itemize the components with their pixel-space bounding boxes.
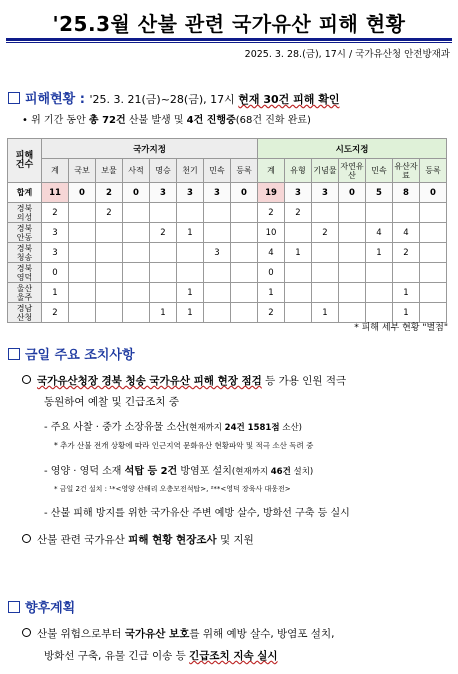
table-row [8,243,447,263]
local-cell [366,203,393,223]
row-label: 경북 영덕 [8,263,42,283]
national-cell: 1 [177,303,204,323]
local-cell [285,303,312,323]
local-cell [312,263,339,283]
title-rule-thin [6,42,452,43]
dash-icon: - [44,466,51,477]
national-cell: 1 [150,303,177,323]
sub-action-2-note: * 금일 2건 설치 : ¹*<영양 산해리 오층모전석탑>, ²**<영덕 장육사 대웅전> [54,485,291,493]
local-cell [339,203,366,223]
national-cell: 1 [42,283,69,303]
local-cell: 0 [420,183,447,203]
local-cell [420,203,447,223]
checkbox-square-icon [8,92,20,104]
local-cell [285,283,312,303]
national-cell [150,263,177,283]
local-col-header: 자연유산 [339,159,366,183]
circle-bullet-icon [22,628,31,637]
national-cell [231,263,258,283]
local-cell: 19 [258,183,285,203]
local-cell: 1 [312,303,339,323]
section-future-plan [8,597,75,616]
circle-bullet-icon [22,375,31,384]
local-cell [420,283,447,303]
local-col-header: 계 [258,159,285,183]
local-cell: 1 [393,283,420,303]
national-cell [69,283,96,303]
sub-action-2: - 영양 · 영덕 소재 석탑 등 2건 방염포 설치(현재까지 46건 설치) [44,466,314,477]
table-row [8,263,447,283]
local-cell: 5 [366,183,393,203]
sub-action-3: - 산불 피해 방지를 위한 국가유산 주변 예방 살수, 방화선 구축 등 실시 [44,508,350,519]
local-cell: 2 [393,243,420,263]
dash-icon: - [44,422,51,433]
national-cell [69,243,96,263]
local-cell [420,223,447,243]
national-cell [96,303,123,323]
national-cell [123,303,150,323]
national-cell [231,243,258,263]
local-cell: 3 [285,183,312,203]
circle-bullet-icon [22,534,31,543]
section-today-actions [8,344,135,363]
current-count: 현재 30건 피해 확인 [238,93,340,106]
local-cell: 2 [285,203,312,223]
national-col-header: 보물 [96,159,123,183]
local-cell [285,223,312,243]
action-item-1: 국가유산청장 경북 청송 국가유산 피해 현장 점검 등 가용 인원 적극 [22,373,346,388]
national-cell [123,203,150,223]
national-cell: 0 [231,183,258,203]
local-cell: 0 [339,183,366,203]
national-col-header: 등록 [231,159,258,183]
national-cell: 0 [69,183,96,203]
local-cell: 2 [312,223,339,243]
local-cell [366,263,393,283]
national-cell: 2 [150,223,177,243]
national-cell [123,283,150,303]
national-cell: 1 [177,223,204,243]
local-cell [312,203,339,223]
national-cell: 3 [150,183,177,203]
national-cell: 2 [42,303,69,323]
national-cell [231,303,258,323]
row-label: 합계 [8,183,42,203]
checkbox-square-icon [8,348,20,360]
national-col-header: 명승 [150,159,177,183]
local-cell: 4 [393,223,420,243]
section-damage-status [8,88,339,107]
table-row [8,223,447,243]
local-cell [339,283,366,303]
national-cell [231,223,258,243]
plan-line-2: 방화선 구축, 유물 긴급 이송 등 긴급조치 지속 실시 [44,650,278,662]
national-cell [177,203,204,223]
dateline: 2025. 3. 28.(금), 17시 / 국가유산청 안전방재과 [244,49,450,60]
local-cell [420,263,447,283]
national-cell: 2 [96,203,123,223]
local-cell: 4 [258,243,285,263]
action-item-1-line2: 동원하여 예찰 및 긴급조치 중 [44,396,180,408]
national-col-header: 천기 [177,159,204,183]
local-col-header: 기념물 [312,159,339,183]
national-col-header: 계 [42,159,69,183]
local-cell [393,263,420,283]
local-cell [339,243,366,263]
local-cell: 1 [258,283,285,303]
national-cell [231,203,258,223]
local-cell: 4 [366,223,393,243]
local-cell: 1 [366,243,393,263]
national-cell: 3 [42,223,69,243]
national-cell [177,243,204,263]
local-cell: 0 [258,263,285,283]
local-cell: 10 [258,223,285,243]
section-label: 향후계획 [25,601,76,616]
national-cell [123,263,150,283]
national-cell [69,203,96,223]
national-cell: 3 [177,183,204,203]
local-cell: 8 [393,183,420,203]
row-label: 경북 안동 [8,223,42,243]
national-cell: 0 [42,263,69,283]
national-cell [96,263,123,283]
row-label: 경북 의성 [8,203,42,223]
national-cell [69,263,96,283]
national-cell [96,243,123,263]
national-cell [231,283,258,303]
section-label: 피해현황 : [25,92,85,107]
local-col-header: 등록 [420,159,447,183]
national-cell: 3 [204,243,231,263]
national-cell [96,283,123,303]
national-cell [177,263,204,283]
national-col-header: 사적 [123,159,150,183]
row-label: 울산 울주 [8,283,42,303]
national-col-header: 민속 [204,159,231,183]
local-cell [312,243,339,263]
table-corner: 피해 건수 [8,139,42,183]
national-cell: 3 [204,183,231,203]
row-label: 경북 청송 [8,243,42,263]
national-cell [69,303,96,323]
national-cell: 11 [42,183,69,203]
period-text: '25. 3. 21(금)~28(금), 17시 [89,93,235,106]
local-cell [339,263,366,283]
national-cell: 2 [96,183,123,203]
national-cell [204,283,231,303]
local-col-header: 유산자료 [393,159,420,183]
national-cell [150,203,177,223]
national-cell [204,303,231,323]
local-cell [366,283,393,303]
bullet-dot-icon: • [22,115,32,126]
local-cell: 2 [258,303,285,323]
page-title: '25.3월 산불 관련 국가유산 피해 현황 [52,12,406,36]
local-cell: 1 [393,303,420,323]
local-cell [420,243,447,263]
national-cell: 1 [177,283,204,303]
local-cell [312,283,339,303]
group-national-header: 국가지정 [42,139,258,159]
section-label: 금일 주요 조치사항 [25,348,135,363]
local-cell [285,263,312,283]
national-cell [96,223,123,243]
national-cell: 0 [123,183,150,203]
local-cell: 3 [312,183,339,203]
table-row [8,183,447,203]
table-row [8,283,447,303]
local-cell: 1 [285,243,312,263]
group-local-header: 시도지정 [258,139,447,159]
table-note: * 피해 세부 현황 "별첨" [354,323,448,333]
national-cell [204,263,231,283]
local-cell: 2 [258,203,285,223]
local-col-header: 민속 [366,159,393,183]
table-row [8,203,447,223]
action-item-2: 산불 관련 국가유산 피해 현황 현장조사 및 지원 [22,532,254,547]
local-cell [393,203,420,223]
dash-icon: - [44,508,51,519]
national-cell [204,203,231,223]
sub-action-1-note: * 추가 산불 전개 상황에 따라 인근지역 문화유산 현황파악 및 적극 소산 독려 중 [54,441,314,450]
local-cell [339,223,366,243]
national-cell [69,223,96,243]
national-cell [150,283,177,303]
national-cell [204,223,231,243]
national-cell: 3 [42,243,69,263]
national-col-header: 국보 [69,159,96,183]
checkbox-square-icon [8,601,20,613]
national-cell: 2 [42,203,69,223]
plan-line-1: 산불 위험으로부터 국가유산 보호를 위해 예방 살수, 방염포 설치, [22,626,334,641]
sub-action-1: - 주요 사찰 · 중가 소장유물 소산(현재까지 24건 1581점 소산) [44,422,302,433]
fire-summary-bullet: • 위 기간 동안 총 72건 산불 발생 및 4건 진행중(68건 진화 완료) [22,115,311,126]
row-label: 경남 산청 [8,303,42,323]
national-cell [123,223,150,243]
national-cell [150,243,177,263]
local-col-header: 유형 [285,159,312,183]
national-cell [123,243,150,263]
damage-table [7,138,447,323]
title-rule [6,38,452,41]
